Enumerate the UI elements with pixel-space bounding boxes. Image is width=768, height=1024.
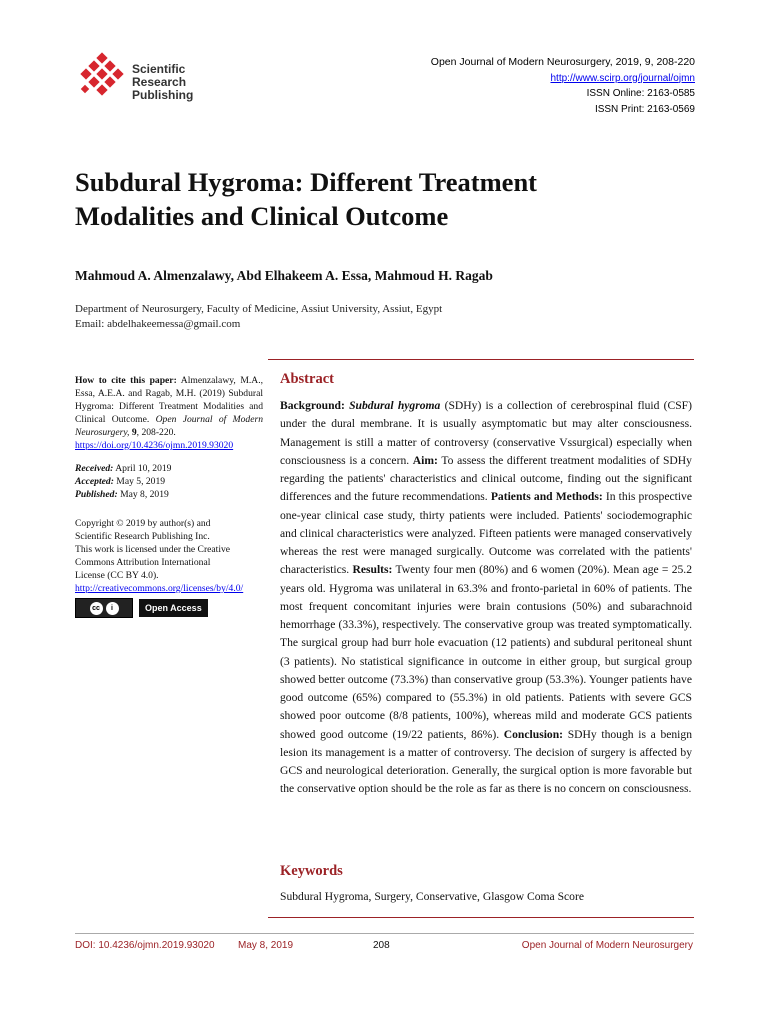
authors: Mahmoud A. Almenzalawy, Abd Elhakeem A. Essa, Mahmoud H. Ragab	[75, 268, 493, 283]
cc-by-badge[interactable]	[75, 598, 133, 618]
cc-icon: cc	[90, 602, 103, 615]
attribution-icon: i	[106, 602, 119, 615]
published-date: Published: May 8, 2019	[75, 489, 169, 500]
keywords-bottom-rule	[268, 917, 694, 918]
abstract-body: Background: Subdural hygroma (SDHy) is a collection of cerebrospinal fluid (CSF) under the dural membrane. It is usually asymptomatic but may alter consciousness. Management is still a matter of controversy (conservative Vssurgical) especially when consciousness is a concern. Aim: To assess the different treatment modalities of SDHy regarding the patients' characteristics and clinical outcome, finding out the significant differences and the future recommendations. Patients and Methods: In this prospective one-year clinical case study, thirty patients were included. Patients' sociodemographic and clinical characteristics were analyzed. Fifteen patients were managed conservatively whereas the rest were managed surgically. Outcome was correlated with the patients' characteristics. Results: Twenty four men (80%) and 6 women (20%). Mean age = 25.2 years old. Hygroma was unilateral in 63.3% and fronto-parietal in 60% of patients. The most frequent concomitant injuries were brain contusions (50%) and subarachnoid hemorrhage (33.3%), respectively. The conservative group was treated symptomatically. The surgical group had burr hole evacuation (12 patients) and subdural peritoneal shunt (3 patients). No statistical significance in outcome in either group, but surgical group showed better outcome (73.3%) than conservative group (53.3%). Younger patients have good outcome (65%) compared to (55.3%) in old patients. Patients with severe GCS showed poor outcome (8/8 patients, 100%), whereas mild and moderate GCS patients showed good outcome (19/22 patients, 86%). Conclusion: SDHy though is a benign lesion its management is a matter of controversy. The decision of surgery is affected by GCS and neurological deterioration. Generally, the surgical option is more favorable but the conservative option should be the role as far as there is no concern on consciousness.	[280, 399, 692, 796]
footer-journal: Open Journal of Modern Neurosurgery	[521, 940, 693, 951]
contact-email[interactable]: Email: abdelhakeemessa@gmail.com	[75, 318, 241, 330]
publisher-name: Scientific Research Publishing	[132, 62, 194, 102]
accepted-date: Accepted: May 5, 2019	[75, 476, 166, 487]
open-access-badge: Open Access	[139, 599, 208, 617]
license-link[interactable]: http://creativecommons.org/licenses/by/4.0/	[75, 583, 244, 594]
issn-online: ISSN Online: 2163-0585	[586, 88, 695, 99]
how-to-cite: How to cite this paper: Almenzalawy, M.A., Essa, A.E.A. and Ragab, M.H. (2019) Subdural Hygroma: Different Treatment Modalities and Clinical Outcome. Open Journal of Modern Neurosurgery, 9, 208-220. https://doi.org/10.4236/ojmn.2019.93020	[75, 375, 263, 451]
journal-info	[431, 55, 695, 117]
sidebar	[75, 374, 263, 618]
footer-rule	[75, 933, 694, 934]
issn-print: ISSN Print: 2163-0569	[594, 103, 695, 115]
page-number: 208	[373, 940, 390, 951]
footer-doi[interactable]: DOI: 10.4236/ojmn.2019.93020	[75, 940, 215, 951]
keywords-list: Subdural Hygroma, Surgery, Conservative, Glasgow Coma Score	[280, 890, 584, 903]
license-badges	[75, 598, 263, 618]
footer-date: May 8, 2019	[238, 940, 294, 951]
dates	[75, 462, 263, 501]
abstract-heading: Abstract	[280, 371, 334, 387]
copyright-notice: Copyright © 2019 by author(s) and Scientific Research Publishing Inc. This work is licensed under the Creative Commons Attribution International License (CC BY 4.0). http://creativecommons.org/licenses/by/4.0/	[75, 518, 244, 594]
paper-title: Subdural Hygroma: Different Treatment Modalities and Clinical Outcome	[75, 167, 538, 231]
journal-url-link[interactable]: http://www.scirp.org/journal/ojmn	[550, 72, 695, 84]
affiliation: Department of Neurosurgery, Faculty of Medicine, Assiut University, Assiut, Egypt	[75, 303, 443, 315]
received-date: Received: April 10, 2019	[75, 463, 172, 474]
doi-link[interactable]: https://doi.org/10.4236/ojmn.2019.93020	[75, 440, 234, 451]
abstract-top-rule	[268, 359, 694, 360]
journal-citation: Open Journal of Modern Neurosurgery, 2019, 9, 208-220	[430, 56, 695, 68]
keywords-heading: Keywords	[280, 863, 343, 879]
